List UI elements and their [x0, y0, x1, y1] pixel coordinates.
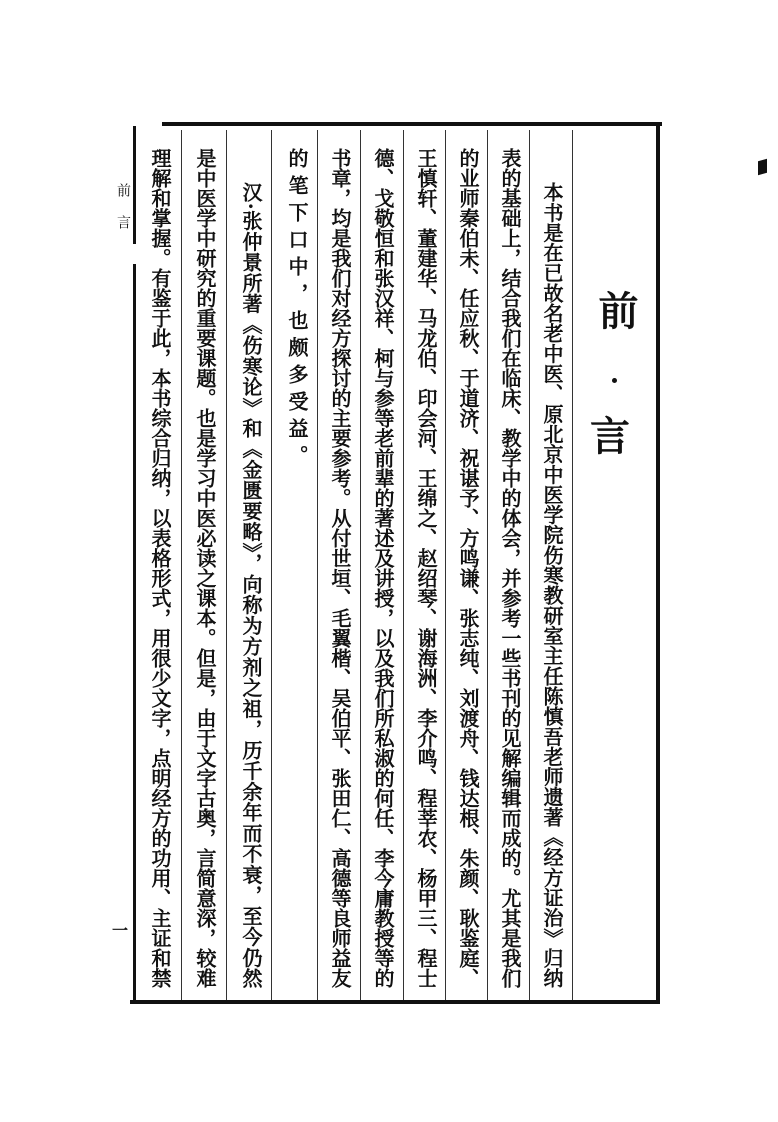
margin-mark: [758, 159, 767, 175]
frame-bottom-rule: [130, 1000, 660, 1004]
text-column: 理解和掌握。有鉴于此，本书综合归纳，以表格形式，用很少文字，点明经方的功用、主证和禁: [148, 148, 172, 988]
text-column: 德、戈敬恒和张汉祥、柯与参等老前辈的著述及讲授，以及我们所私淑的何任、李今庸教授等的: [371, 148, 395, 988]
column-divider: [403, 130, 404, 1000]
text-column: 本书是在已故名老中医、原北京中医学院伤寒教研室主任陈慎吾老师遗著《经方证治》归纳: [540, 182, 564, 988]
frame-left-rule: [133, 264, 136, 1002]
text-column: 书章，均是我们对经方探讨的主要参考。从付世垣、毛翼楷、吴伯平、张田仁、高德等良师益友: [328, 148, 352, 988]
frame-top-rule: [162, 122, 662, 126]
frame-left-rule: [133, 126, 136, 244]
frame-right-rule: [656, 124, 660, 1004]
heading-dot: [612, 378, 617, 383]
text-column: 王慎轩、董建华、马龙伯、印会河、王绵之、赵绍琴、谢海洲、李介鸣、程莘农、杨甲三、程士: [414, 148, 438, 988]
text-column: 的笔下口中，也颇多受益。: [285, 148, 309, 472]
page-heading: [590, 290, 640, 330]
text-column: 的业师秦伯未、任应秋、于道济、祝谌予、方鸣谦、张志纯、刘渡舟、钱达根、朱颜、耿鉴庭、: [456, 148, 480, 988]
heading-char: 前: [592, 290, 639, 330]
text-column: 表的基础上，结合我们在临床、教学中的体会，并参考一些书刊的见解编辑而成的。尤其是我们: [498, 148, 522, 988]
column-divider: [360, 130, 361, 1000]
running-head: 前言: [115, 183, 131, 247]
heading-char: 言: [590, 413, 630, 460]
text-column: 汉·张仲景所著《伤寒论》和《金匮要略》，向称为方剂之祖，历千余年而不衰，至今仍然: [239, 182, 263, 988]
page-number: 一: [112, 921, 129, 940]
column-divider: [572, 130, 573, 1000]
text-column: 是中医学中研究的重要课题。也是学习中医必读之课本。但是，由于文字古奥，言简意深，较难: [193, 148, 217, 988]
column-divider: [226, 130, 227, 1000]
column-divider: [271, 130, 272, 1000]
column-divider: [181, 130, 182, 1000]
column-divider: [317, 130, 318, 1000]
